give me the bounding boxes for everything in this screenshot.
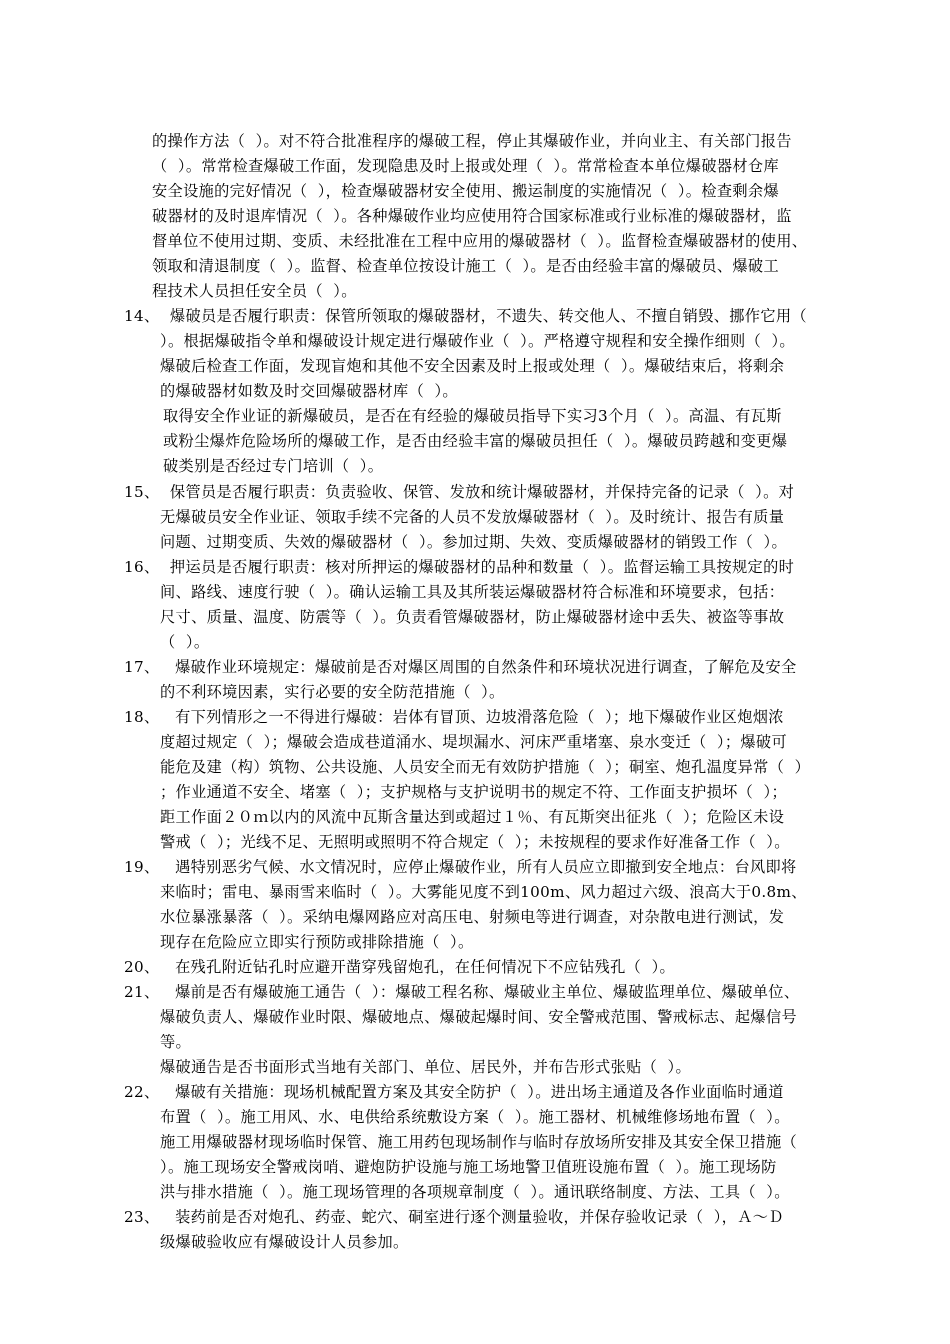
text-line: 布置（ ）。施工用风、水、电供给系统敷设方案（ ）。施工器材、机械维修场地布置（ ）。 [160, 1108, 790, 1126]
text-line: 的爆破器材如数及时交回爆破器材库（ ）。 [160, 382, 458, 400]
text-line: 的不利环境因素，实行必要的安全防范措施（ ）。 [160, 683, 505, 701]
text-line: 来临时；雷电、暴雨雪来临时（ ）。大雾能见度不到100m、风力超过六级、浪高大于0.8m、 [160, 883, 807, 901]
text-line: 破类别是否经过专门培训（ ）。 [163, 457, 384, 475]
text-line: 等。 [160, 1033, 192, 1051]
text-line: 施工用爆破器材现场临时保管、施工用药包现场制作与临时存放场所安排及其安全保卫措施（ [160, 1133, 798, 1151]
text-line: 爆破负责人、爆破作业时限、爆破地点、爆破起爆时间、安全警戒范围、警戒标志、起爆信号 [160, 1008, 798, 1026]
item-20-heading: 20、 在残孔附近钻孔时应避开凿穿残留炮孔，在任何情况下不应钻残孔（ ）。 [124, 958, 676, 976]
text-line: 安全设施的完好情况（ ），检查爆破器材安全使用、搬运制度的实施情况（ ）。检查剩余爆 [152, 182, 780, 200]
text-line: 度超过规定（ ）；爆破会造成巷道涌水、堤坝漏水、河床严重堵塞、泉水变迁（ ）；爆破可 [160, 733, 788, 751]
text-line: 距工作面２０ｍ以内的风流中瓦斯含量达到或超过１％、有瓦斯突出征兆（ ）；危险区未设 [160, 808, 785, 826]
text-line: 现存在危险应立即实行预防或排除措施（ ）。 [160, 933, 474, 951]
text-line: （ ）。常常检查爆破工作面，发现隐患及时上报或处理（ ）。常常检查本单位爆破器材仓库 [152, 157, 780, 175]
text-line: ）。根据爆破指令单和爆破设计规定进行爆破作业（ ）。严格遵守规程和安全操作细则（ ）。 [160, 332, 795, 350]
text-line: 无爆破员安全作业证、领取手续不完备的人员不发放爆破器材（ ）。及时统计、报告有质量 [160, 508, 785, 526]
text-line: ；作业通道不安全、堵塞（ ）；支护规格与支护说明书的规定不符、工作面支护损坏（ ）； [160, 783, 788, 801]
text-line: 尺寸、质量、温度、防震等（ ）。负责看管爆破器材，防止爆破器材途中丢失、被盗等事故 [160, 608, 785, 626]
item-15-heading: 15、 保管员是否履行职责：负责验收、保管、发放和统计爆破器材，并保持完备的记录（ ）。对 [124, 483, 795, 501]
text-line: 爆破通告是否书面形式当地有关部门、单位、居民外，并布告形式张贴（ ）。 [160, 1058, 692, 1076]
item-18-heading: 18、 有下列情形之一不得进行爆破：岩体有冒顶、边坡滑落危险（ ）；地下爆破作业区炮烟浓 [124, 708, 784, 726]
item-14-heading: 14、 爆破员是否履行职责：保管所领取的爆破器材，不遗失、转交他人、不擅自销毁、挪作它用（ [124, 307, 807, 325]
item-22-heading: 22、 爆破有关措施：现场机械配置方案及其安全防护（ ）。进出场主通道及各作业面临时通道 [124, 1083, 784, 1101]
text-line: 间、路线、速度行驶（ ）。确认运输工具及其所装运爆破器材符合标准和环境要求，包括： [160, 583, 785, 601]
text-line: （ ）。 [160, 633, 210, 651]
text-line: 程技术人员担任安全员（ ）。 [152, 282, 357, 300]
item-19-heading: 19、 遇特别恶劣气候、水文情况时，应停止爆破作业，所有人员应立即撤到安全地点：台风即将 [124, 858, 797, 876]
text-line: 取得安全作业证的新爆破员，是否在有经验的爆破员指导下实习3个月（ ）。高温、有瓦斯 [163, 407, 782, 425]
text-line: 爆破后检查工作面，发现盲炮和其他不安全因素及时上报或处理（ ）。爆破结束后，将剩余 [160, 357, 785, 375]
item-16-heading: 16、 押运员是否履行职责：核对所押运的爆破器材的品种和数量（ ）。监督运输工具按规定的时 [124, 558, 795, 576]
text-line: 的操作方法（ ）。对不符合批准程序的爆破工程，停止其爆破作业，并向业主、有关部门报告 [152, 132, 792, 150]
item-23-heading: 23、 装药前是否对炮孔、药壶、蛇穴、硐室进行逐个测量验收，并保存验收记录（ ），Ａ～Ｄ [124, 1208, 784, 1226]
text-line: ）。施工现场安全警戒岗哨、避炮防护设施与施工场地警卫值班设施布置（ ）。施工现场防 [160, 1158, 777, 1176]
text-line: 破器材的及时退库情况（ ）。各种爆破作业均应使用符合国家标准或行业标准的爆破器材，监 [152, 207, 792, 225]
text-line: 或粉尘爆炸危险场所的爆破工作，是否由经验丰富的爆破员担任（ ）。爆破员跨越和变更爆 [163, 432, 788, 450]
text-line: 级爆破验收应有爆破设计人员参加。 [160, 1233, 409, 1251]
item-17-heading: 17、 爆破作业环境规定：爆破前是否对爆区周围的自然条件和环境状况进行调查，了解危及安全 [124, 658, 797, 676]
text-line: 能危及建（构）筑物、公共设施、人员安全而无有效防护措施（ ）；硐室、炮孔温度异常（ ） [160, 758, 811, 776]
text-line: 洪与排水措施（ ）。施工现场管理的各项规章制度（ ）。通讯联络制度、方法、工具（ ）。 [160, 1183, 790, 1201]
text-line: 督单位不使用过期、变质、未经批准在工程中应用的爆破器材（ ）。监督检查爆破器材的使用、 [152, 232, 808, 250]
text-line: 领取和清退制度（ ）。监督、检查单位按设计施工（ ）。是否由经验丰富的爆破员、爆破工 [152, 257, 780, 275]
text-line: 水位暴涨暴落（ ）。采纳电爆网路应对高压电、射频电等进行调查，对杂散电进行测试，发 [160, 908, 785, 926]
text-line: 问题、过期变质、失效的爆破器材（ ）。参加过期、失效、变质爆破器材的销毁工作（ ）。 [160, 533, 788, 551]
text-line: 警戒（ ）；光线不足、无照明或照明不符合规定（ ）；未按规程的要求作好准备工作（ ）。 [160, 833, 790, 851]
item-21-heading: 21、 爆前是否有爆破施工通告（ ）：爆破工程名称、爆破业主单位、爆破监理单位、爆破单位、 [124, 983, 800, 1001]
